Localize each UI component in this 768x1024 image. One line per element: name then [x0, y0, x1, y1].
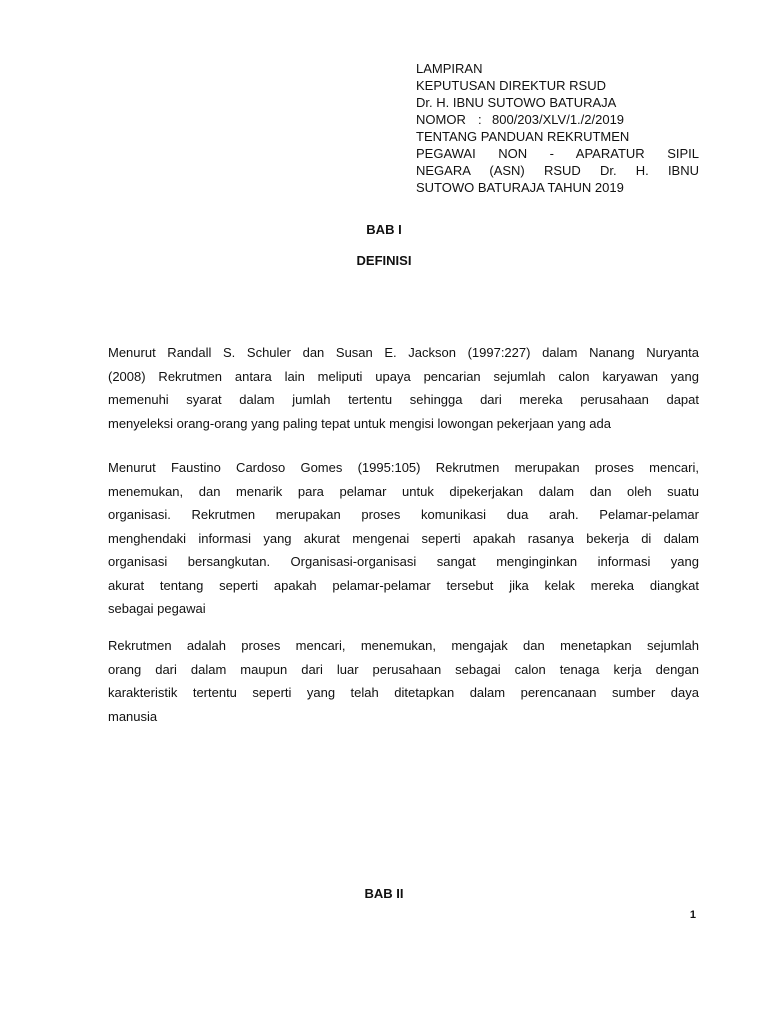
- header-line-tentang-1: TENTANG PANDUAN REKRUTMEN: [416, 129, 630, 144]
- chapter-title: DEFINISI: [356, 253, 412, 268]
- paragraph-line: (2008) Rekrutmen antara lain meliputi upaya pencarian sejumlah calon karyawan yang: [108, 368, 699, 384]
- paragraph-line: organisasi. Rekrutmen merupakan proses komunikasi dua arah. Pelamar-pelamar: [108, 507, 699, 522]
- paragraph-line: Menurut Faustino Cardoso Gomes (1995:105) Rekrutmen merupakan proses mencari,: [108, 460, 699, 475]
- chapter-number: BAB I: [366, 222, 402, 237]
- paragraph-line: Rekrutmen adalah proses mencari, menemukan, mengajak dan menetapkan sejumlah: [108, 638, 699, 653]
- paragraph-line: akurat tentang seperti apakah pelamar-pelamar tersebut jika kelak mereka diangkat: [108, 577, 699, 593]
- header-line-hospital: Dr. H. IBNU SUTOWO BATURAJA: [416, 95, 617, 110]
- page-number: 1: [689, 909, 696, 921]
- chapter-2-number: BAB II: [364, 886, 404, 901]
- paragraph-line: menyeleksi orang-orang yang paling tepat untuk mengisi lowongan pekerjaan yang ada: [108, 415, 612, 431]
- paragraph-schuler-jackson: [108, 341, 699, 435]
- paragraph-line: menemukan, dan menarik para pelamar untuk dipekerjakan dalam dan oleh suatu: [108, 483, 699, 499]
- paragraph-line: manusia: [108, 708, 158, 724]
- paragraph-line: menghendaki informasi yang akurat mengenai seperti apakah rasanya bekerja di dalam: [108, 530, 699, 546]
- paragraph-line: Menurut Randall S. Schuler dan Susan E. Jackson (1997:227) dalam Nanang Nuryanta: [108, 345, 699, 360]
- header-line-tentang-3: NEGARA (ASN) RSUD Dr. H. IBNU: [416, 163, 699, 178]
- header-line-tentang-4: SUTOWO BATURAJA TAHUN 2019: [416, 180, 624, 195]
- paragraph-rekrutmen-definition: [108, 634, 699, 728]
- header-line-lampiran: LAMPIRAN: [416, 61, 483, 76]
- nomor-value: 800/203/XLV/1./2/2019: [492, 112, 625, 127]
- paragraph-line: memenuhi syarat dalam jumlah tertentu sehingga dari mereka perusahaan dapat: [108, 392, 699, 407]
- paragraph-line: orang dari dalam maupun dari luar perusahaan sebagai calon tenaga kerja dengan: [108, 661, 699, 677]
- attachment-header: [416, 60, 699, 196]
- paragraph-line: organisasi bersangkutan. Organisasi-organisasi sangat menginginkan informasi yang: [108, 554, 699, 569]
- header-nomor-row: [416, 111, 699, 128]
- nomor-label: NOMOR: [416, 112, 466, 127]
- paragraph-line: karakteristik tertentu seperti yang telah ditetapkan dalam perencanaan sumber daya: [108, 685, 699, 700]
- paragraph-gomes: [108, 456, 699, 621]
- nomor-separator: :: [478, 112, 482, 127]
- header-line-keputusan: KEPUTUSAN DIREKTUR RSUD: [416, 78, 606, 93]
- header-line-tentang-2: PEGAWAI NON - APARATUR SIPIL: [416, 146, 699, 161]
- paragraph-line: sebagai pegawai: [108, 601, 206, 616]
